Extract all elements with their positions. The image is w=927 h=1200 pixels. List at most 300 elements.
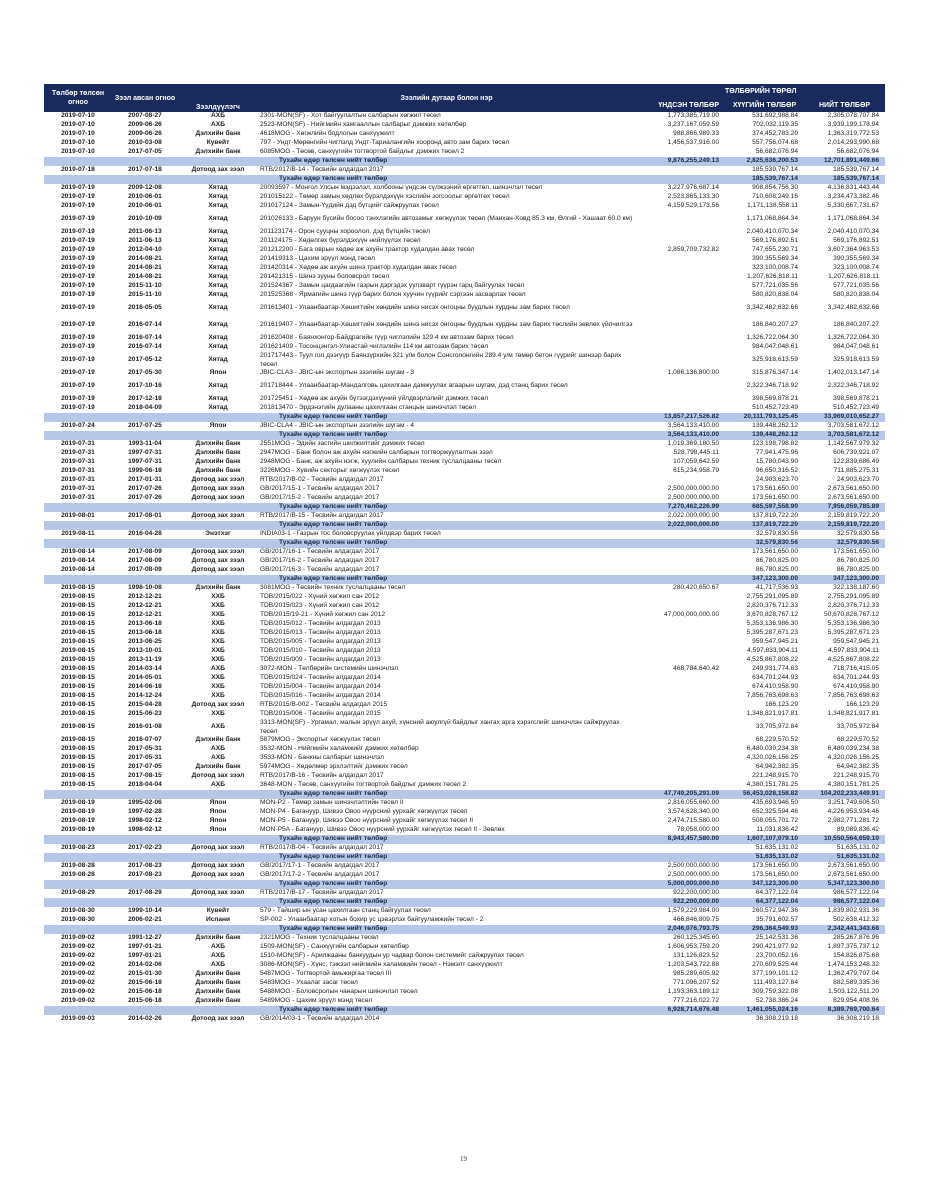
principal-payment: 2,500,000,000.00 — [667, 485, 719, 493]
loan-name: RTB/2015/B-002 - Төсвийн алдагдал 2015 — [260, 701, 388, 709]
principal-payment — [635, 404, 725, 413]
table-row — [44, 602, 885, 611]
loan-date: 2009-12-08 — [128, 184, 162, 192]
loan-name: 3532-MON - Нийгмийн халамжийг дэмжих хөтөлбөр — [260, 745, 419, 753]
table-row — [44, 166, 885, 175]
principal-payment — [635, 745, 725, 754]
total-payment: 4,597,833,904.11 — [828, 647, 879, 655]
subtotal-principal: 5,000,000,000.00 — [635, 880, 725, 889]
pay-date: 2019-08-15 — [61, 754, 95, 762]
principal-payment — [635, 255, 725, 264]
col-header-lender: Зээлдүүлэгч — [178, 84, 258, 112]
loan-date: 2017-07-26 — [128, 485, 162, 493]
loan-date: 1998-10-08 — [128, 584, 162, 592]
principal-payment: 260,125,345.60 — [673, 934, 719, 942]
loan-date: 1999-10-14 — [128, 907, 162, 915]
lender: Дэлхийн банк — [195, 988, 241, 996]
interest-payment: 15,780,043.90 — [755, 458, 798, 466]
principal-payment: 47,000,000,000.00 — [663, 611, 719, 619]
lender: Хятад — [208, 246, 228, 254]
subtotal-row — [44, 853, 885, 862]
total-payment: 1,897,375,737.12 — [827, 943, 879, 951]
total-payment: 51,635,131.02 — [836, 844, 879, 852]
lender: Хятад — [208, 334, 228, 342]
table-row — [44, 674, 885, 683]
subtotal-interest: 139,448,262.12 — [725, 431, 804, 440]
interest-payment: 64,377,122.04 — [755, 889, 798, 897]
interest-payment: 1,326,722,064.30 — [746, 334, 798, 342]
total-payment: 122,839,686.49 — [833, 458, 879, 466]
table-row — [44, 692, 885, 701]
total-payment: 1,348,821,917.81 — [827, 710, 879, 718]
interest-payment: 35,791,602.57 — [755, 916, 798, 924]
loan-date: 2017-07-18 — [128, 166, 162, 174]
table-row — [44, 282, 885, 291]
loan-date: 2017-01-31 — [128, 476, 162, 484]
table-row — [44, 395, 885, 404]
total-payment: 33,705,972.84 — [836, 723, 879, 731]
lender: Дотоод зах зээл — [191, 166, 245, 174]
principal-payment — [635, 620, 725, 629]
loan-name: RTB/2017/B-17 - Төсвийн алдагдал 2017 — [260, 889, 384, 897]
table-row — [44, 566, 885, 575]
table-row — [44, 745, 885, 754]
loan-date: 2015-11-10 — [128, 282, 162, 290]
loan-name: GB/2017/16-3 - Төсвийн алдагдал 2017 — [260, 566, 380, 574]
table-row — [44, 781, 885, 790]
principal-payment — [635, 237, 725, 246]
lender: ХХБ — [211, 674, 225, 682]
total-payment: 221,248,915.70 — [833, 772, 879, 780]
pay-date: 2019-07-10 — [61, 139, 95, 147]
total-payment: 1,326,722,064.30 — [827, 334, 879, 342]
principal-payment: 1,579,229,984.00 — [667, 907, 719, 915]
loan-date: 2015-01-30 — [128, 970, 162, 978]
interest-payment: 221,248,915.70 — [752, 772, 798, 780]
loan-date: 2017-10-16 — [128, 382, 162, 390]
pay-date: 2019-08-14 — [61, 557, 95, 565]
lender: Дэлхийн банк — [195, 458, 241, 466]
principal-payment — [635, 211, 725, 228]
interest-payment: 7,856,763,698.63 — [746, 692, 798, 700]
table-row — [44, 202, 885, 211]
loan-date: 2014-02-26 — [128, 1015, 162, 1023]
total-payment: 50,670,828,767.12 — [823, 611, 879, 619]
total-payment: 1,839,802,931.36 — [827, 907, 879, 915]
subtotal-total: 2,342,441,343.68 — [804, 925, 885, 934]
principal-payment: 3,564,133,410.00 — [667, 422, 719, 430]
subtotal-label: Тухайн өдөр төлсөн нийт төлбөр — [44, 1006, 635, 1015]
loan-date: 2017-08-09 — [128, 557, 162, 565]
principal-payment: 107,059,642.59 — [673, 458, 719, 466]
pay-date: 2019-07-31 — [61, 449, 95, 457]
interest-payment: 4,597,833,904.11 — [747, 647, 798, 655]
loan-date: 2010-10-09 — [128, 215, 162, 223]
loan-name: 2301-MON(SF) - Хот байгуулалтын салбарын хөгжил төсөл — [260, 112, 441, 120]
subtotal-principal — [635, 175, 725, 184]
loan-date: 2014-02-06 — [128, 961, 162, 969]
pay-date: 2019-09-02 — [61, 970, 95, 978]
principal-payment — [635, 674, 725, 683]
total-payment: 2,755,291,095.89 — [827, 593, 879, 601]
lender: ХХБ — [211, 683, 225, 691]
loan-name: 5489MOG - Цахим эрүүл мэнд төсөл — [260, 997, 373, 1005]
interest-payment: 111,493,127.84 — [753, 979, 798, 987]
loan-name: 579 - Тайшир ын усан цахилгаан станц байгуулах төсөл — [260, 907, 431, 915]
total-payment: 984,047,048.61 — [833, 343, 879, 351]
principal-payment — [635, 282, 725, 291]
lender: АХБ — [211, 961, 225, 969]
pay-date: 2019-07-19 — [61, 343, 95, 351]
pay-date: 2019-07-19 — [61, 404, 95, 412]
interest-payment: 710,608,249.16 — [752, 193, 798, 201]
principal-payment: 922,200,000.00 — [673, 889, 719, 897]
lender: Дэлхийн банк — [195, 763, 241, 771]
total-payment: 7,856,763,698.63 — [827, 692, 879, 700]
loan-date: 2018-04-04 — [128, 781, 162, 789]
loan-name: 5483MOG - Ухаалаг засаг төсөл — [260, 979, 358, 987]
total-payment: 398,569,878.21 — [833, 395, 879, 403]
pay-date: 2019-07-19 — [61, 282, 95, 290]
loan-date: 2017-05-31 — [128, 745, 162, 753]
lender: Дэлхийн банк — [195, 148, 241, 156]
loan-date: 1997-02-28 — [128, 808, 162, 816]
loan-date: 2017-08-23 — [128, 871, 162, 879]
pay-date: 2019-07-19 — [61, 304, 95, 312]
principal-payment — [635, 772, 725, 781]
pay-date: 2019-08-15 — [61, 629, 95, 637]
total-payment: 86,780,825.00 — [836, 566, 879, 574]
total-payment: 154,826,875.68 — [833, 952, 879, 960]
loan-name: 3313-MON(SF) - Ургамал, малын эрүүл ахуй, хүнсний аюулгүй байдлыг хангах арга хэрэгслийг шинэчлэн сайжруулах төсөл — [260, 719, 620, 735]
loan-name: 2523-MON(SF) - Нийгмийн хамгааллын салбарыг дэмжих хөтөлбөр — [260, 121, 467, 129]
interest-payment: 249,931,774.63 — [752, 665, 798, 673]
total-payment: 185,539,767.14 — [833, 166, 879, 174]
table-row — [44, 799, 885, 808]
interest-payment: 508,055,701.72 — [752, 817, 798, 825]
interest-payment: 398,569,878.21 — [752, 395, 798, 403]
subtotal-row — [44, 539, 885, 548]
principal-payment: 985,289,605.92 — [673, 970, 719, 978]
loan-date: 2017-08-15 — [128, 772, 162, 780]
loan-date: 2015-11-10 — [128, 291, 162, 299]
subtotal-interest: 1,461,055,024.16 — [725, 1006, 804, 1015]
lender: Хятад — [208, 193, 228, 201]
principal-payment: 131,126,823.52 — [673, 952, 719, 960]
interest-payment: 1,207,626,818.11 — [747, 273, 798, 281]
loan-date: 2010-03-08 — [128, 139, 162, 147]
total-payment: 89,089,836.42 — [836, 826, 879, 834]
loan-date: 2017-08-09 — [128, 566, 162, 574]
loan-date: 1991-12-27 — [128, 934, 162, 942]
table-row — [44, 369, 885, 378]
total-payment: 959,547,945.21 — [833, 638, 879, 646]
principal-payment: 2,474,715,580.00 — [667, 817, 719, 825]
principal-payment — [635, 638, 725, 647]
interest-payment: 33,705,972.84 — [755, 723, 798, 731]
interest-payment: 374,452,783.20 — [752, 130, 798, 138]
pay-date: 2019-09-02 — [61, 997, 95, 1005]
loan-date: 2012-12-21 — [128, 593, 162, 601]
lender: АХБ — [211, 112, 225, 120]
pay-date: 2019-08-15 — [61, 710, 95, 718]
total-payment: 325,918,613.59 — [833, 356, 879, 364]
pay-date: 2019-07-19 — [61, 202, 95, 210]
interest-payment: 270,609,525.44 — [752, 961, 798, 969]
table-row — [44, 352, 885, 369]
subtotal-principal: 2,022,000,000.00 — [635, 521, 725, 530]
pay-date: 2019-08-15 — [61, 656, 95, 664]
pay-date: 2019-07-19 — [61, 382, 95, 390]
total-payment: 2,305,078,707.84 — [827, 112, 879, 120]
total-payment: 2,673,561,650.00 — [827, 871, 879, 879]
lender: Дотоод зах зээл — [191, 871, 245, 879]
pay-date: 2019-08-14 — [61, 548, 95, 556]
table-row — [44, 112, 885, 121]
interest-payment: 166,123.29 — [764, 701, 798, 709]
loan-name: 2551MOG - Эдийн засгийн шилжилтийг дэмжих төсөл — [260, 440, 425, 448]
table-row — [44, 961, 885, 970]
pay-date: 2019-07-31 — [61, 476, 95, 484]
principal-payment: 771,096,207.52 — [673, 979, 719, 987]
loan-date: 2016-07-14 — [128, 334, 162, 342]
pay-date: 2019-08-30 — [61, 916, 95, 924]
table-row — [44, 291, 885, 300]
interest-payment: 41,717,536.93 — [755, 584, 798, 592]
interest-payment: 77,941,475.96 — [755, 449, 798, 457]
loan-name: 3533-MON - Банкны салбарыг шинэчлэл — [260, 754, 384, 762]
pay-date: 2019-08-15 — [61, 593, 95, 601]
loan-name: RTB/2017/B-04 - Төсвийн алдагдал 2017 — [260, 844, 384, 852]
subtotal-row — [44, 413, 885, 422]
loan-name: 201017124 - Замын-Үүдийн дэд бүтцийг сайжруулах төсөл — [260, 202, 439, 210]
subtotal-total: 347,123,300.00 — [804, 575, 885, 584]
interest-payment: 984,047,048.61 — [752, 343, 798, 351]
lender: Дэлхийн банк — [195, 970, 241, 978]
lender: АХБ — [211, 121, 225, 129]
table-row — [44, 719, 885, 736]
principal-payment — [635, 1015, 725, 1024]
loan-name: 201124175 - Хөдөлгөх бүрэлдэхүүн нийлүүлэх төсөл — [260, 237, 421, 245]
table-row — [44, 440, 885, 449]
loan-date: 1997-07-31 — [128, 449, 162, 457]
loan-date: 2017-08-23 — [128, 862, 162, 870]
subtotal-total: 51,635,131.02 — [804, 853, 885, 862]
loan-date: 2011-06-13 — [128, 237, 162, 245]
subtotal-interest: 347,123,300.00 — [725, 880, 804, 889]
table-row — [44, 264, 885, 273]
principal-payment — [635, 629, 725, 638]
interest-payment: 86,780,825.00 — [755, 557, 798, 565]
pay-date: 2019-08-15 — [61, 647, 95, 655]
loan-name: MON-P2 - Төмөр замын шинэчлэлтийн төсөл II — [260, 799, 404, 807]
table-row — [44, 943, 885, 952]
pay-date: 2019-08-28 — [61, 862, 95, 870]
interest-payment: 173,561,650.00 — [752, 871, 798, 879]
subtotal-row — [44, 925, 885, 934]
interest-payment: 56,682,076.94 — [755, 148, 798, 156]
total-payment: 56,682,076.94 — [836, 148, 879, 156]
loan-date: 2016-07-07 — [128, 736, 162, 744]
loan-date: 2013-11-19 — [128, 656, 162, 664]
principal-payment: 2,022,000,000.00 — [667, 512, 719, 520]
lender: ХХБ — [211, 602, 225, 610]
pay-date: 2019-07-31 — [61, 494, 95, 502]
lender: Дэлхийн банк — [195, 449, 241, 457]
table-row — [44, 494, 885, 503]
loan-date: 2006-02-21 — [128, 916, 162, 924]
principal-payment — [635, 566, 725, 575]
subtotal-row — [44, 503, 885, 512]
subtotal-interest: 51,635,131.02 — [725, 853, 804, 862]
pay-date: 2019-08-15 — [61, 701, 95, 709]
pay-date: 2019-08-19 — [61, 826, 95, 834]
interest-payment: 747,655,230.71 — [752, 246, 798, 254]
subtotal-label: Тухайн өдөр төлсөн нийт төлбөр — [44, 790, 635, 799]
interest-payment: 2,040,410,070.34 — [746, 228, 798, 236]
pay-date: 2019-08-15 — [61, 638, 95, 646]
loan-name: 201524367 - Замын цагдаагийн газрын дэргэдэх уулзварт гүүрэн гарц байгуулах төсөл — [260, 282, 525, 290]
loan-name: RTB/2017/B-15 - Төсвийн алдагдал 2017 — [260, 512, 384, 520]
interest-payment: 173,561,650.00 — [752, 862, 798, 870]
subtotal-total: 12,701,891,449.66 — [804, 157, 885, 166]
pay-date: 2019-07-19 — [61, 334, 95, 342]
principal-payment: 1,086,136,800.00 — [667, 369, 719, 377]
principal-payment: 615,234,958.79 — [673, 467, 719, 475]
lender: Дэлхийн банк — [195, 736, 241, 744]
subtotal-interest: 2,825,636,200.53 — [725, 157, 804, 166]
col-header-total: НИЙТ ТӨЛБӨР — [804, 98, 885, 112]
lender: Япон — [209, 826, 227, 834]
subtotal-principal: 922,200,000.00 — [635, 898, 725, 907]
subtotal-interest: 64,377,122.04 — [725, 898, 804, 907]
interest-payment: 531,692,988.84 — [752, 112, 798, 120]
total-payment: 510,452,723.49 — [833, 404, 879, 412]
total-payment: 1,402,013,147.14 — [827, 369, 879, 377]
pay-date: 2019-07-10 — [61, 121, 95, 129]
lender: Дотоод зах зээл — [191, 485, 245, 493]
table-row — [44, 148, 885, 157]
interest-payment: 1,348,821,917.81 — [746, 710, 798, 718]
pay-date: 2019-07-19 — [61, 193, 95, 201]
loan-name: 201717443 - Туул гол дээгүүр Баянзүрхийн 321 у/м болон Сонсголонгийн 289.4 у/м төмөр бетон гүүрийг шинээр барих төсөл — [260, 352, 622, 368]
subtotal-label: Тухайн өдөр төлсөн нийт төлбөр — [44, 175, 635, 184]
lender: Япон — [209, 422, 227, 430]
pay-date: 2019-08-15 — [61, 665, 95, 673]
pay-date: 2019-08-15 — [61, 674, 95, 682]
interest-payment: 5,353,136,986.30 — [746, 620, 798, 628]
loan-name: 201620408 - Баянхонгор-Байдрагийн гүүр чиглэлийн 129.4 км автозам барих төсөл — [260, 334, 514, 342]
loan-name: TDB/2015/004 - Төсвийн алдагдал 2014 — [260, 683, 381, 691]
loan-date: 1997-01-21 — [128, 943, 162, 951]
table-row — [44, 979, 885, 988]
interest-payment: 23,700,052.16 — [755, 952, 798, 960]
total-payment: 2,820,376,712.33 — [827, 602, 879, 610]
principal-payment — [635, 476, 725, 485]
loan-date: 2016-07-14 — [128, 321, 162, 329]
subtotal-principal: 9,876,255,249.13 — [635, 157, 725, 166]
table-row — [44, 121, 885, 130]
principal-payment — [635, 148, 725, 157]
loan-name: JBIC-CLA4 - JBIC-ын экспортын зээлийн шугам - 4 — [260, 422, 415, 430]
interest-payment: 32,579,830.56 — [755, 530, 798, 538]
principal-payment — [635, 844, 725, 853]
lender: Кувейт — [206, 139, 230, 147]
loan-date: 2007-08-27 — [128, 112, 162, 120]
principal-payment — [635, 300, 725, 317]
subtotal-label: Тухайн өдөр төлсөн нийт төлбөр — [44, 503, 635, 512]
loan-name: GB/2017/15-1 - Төсвийн алдагдал 2017 — [260, 485, 380, 493]
pay-date: 2019-08-15 — [61, 723, 95, 731]
principal-payment: 2,500,000,000.00 — [667, 871, 719, 879]
loan-name: TDB/2015/012 - Төсвийн алдагдал 2013 — [260, 620, 381, 628]
pay-date: 2019-08-15 — [61, 736, 95, 744]
interest-payment: 390,355,569.34 — [752, 255, 798, 263]
total-payment: 3,703,581,672.12 — [827, 422, 879, 430]
loan-name: RTB/2017/B-14 - Төсвийн алдагдал 2017 — [260, 166, 384, 174]
loan-name: 5974MOG - Хөдөлмөр эрхлэлтийг дэмжих төсөл — [260, 763, 408, 771]
total-payment: 4,226,953,934.46 — [827, 808, 879, 816]
total-payment: 2,159,819,722.20 — [827, 512, 879, 520]
pay-date: 2019-08-01 — [61, 512, 95, 520]
subtotal-label: Тухайн өдөр төлсөн нийт төлбөр — [44, 835, 635, 844]
principal-payment — [635, 710, 725, 719]
table-row — [44, 710, 885, 719]
loan-name: 201421315 - Шинэ зууны боловсрол төсөл — [260, 273, 390, 281]
interest-payment: 4,380,151,781.25 — [746, 781, 798, 789]
loan-name: MON-P5A - Багануур, Шивээ Овоо нүүрсний уурхайг хөгжүүлэх төсөл II - Зөвлөх — [260, 826, 505, 834]
pay-date: 2019-07-31 — [61, 440, 95, 448]
table-row — [44, 512, 885, 521]
table-row — [44, 638, 885, 647]
subtotal-interest: 296,364,549.93 — [725, 925, 804, 934]
loan-date: 2016-01-08 — [128, 723, 162, 731]
lender: АХБ — [211, 665, 225, 673]
interest-payment: 4,320,026,156.25 — [746, 754, 798, 762]
loan-date: 2009-06-26 — [128, 130, 162, 138]
table-row — [44, 139, 885, 148]
loan-date: 2012-12-21 — [128, 611, 162, 619]
subtotal-principal: 8,943,457,580.00 — [635, 835, 725, 844]
loan-date: 2017-07-05 — [128, 763, 162, 771]
total-payment: 718,716,415.05 — [833, 665, 879, 673]
interest-payment: 6,480,039,234.38 — [746, 745, 798, 753]
subtotal-row — [44, 175, 885, 184]
pay-date: 2019-08-15 — [61, 620, 95, 628]
loan-date: 2017-02-23 — [128, 844, 162, 852]
pay-date: 2019-08-14 — [61, 566, 95, 574]
interest-payment: 96,650,316.52 — [755, 467, 798, 475]
principal-payment — [635, 557, 725, 566]
subtotal-total: 10,550,564,659.10 — [804, 835, 885, 844]
table-row — [44, 754, 885, 763]
table-row — [44, 826, 885, 835]
principal-payment — [635, 754, 725, 763]
subtotal-total: 5,347,123,300.00 — [804, 880, 885, 889]
loan-name: GB/2017/16-2 - Төсвийн алдагдал 2017 — [260, 557, 380, 565]
pay-date: 2019-08-15 — [61, 745, 95, 753]
loan-date: 2017-08-09 — [128, 548, 162, 556]
total-payment: 502,638,412.32 — [833, 916, 879, 924]
interest-payment: 580,820,838.04 — [752, 291, 798, 299]
principal-payment — [635, 264, 725, 273]
pay-date: 2019-08-19 — [61, 817, 95, 825]
pay-date: 2019-08-11 — [61, 530, 95, 538]
lender: Хятад — [208, 237, 228, 245]
total-payment: 2,040,410,070.34 — [827, 228, 879, 236]
subtotal-total: 986,577,122.04 — [804, 898, 885, 907]
table-row — [44, 422, 885, 431]
